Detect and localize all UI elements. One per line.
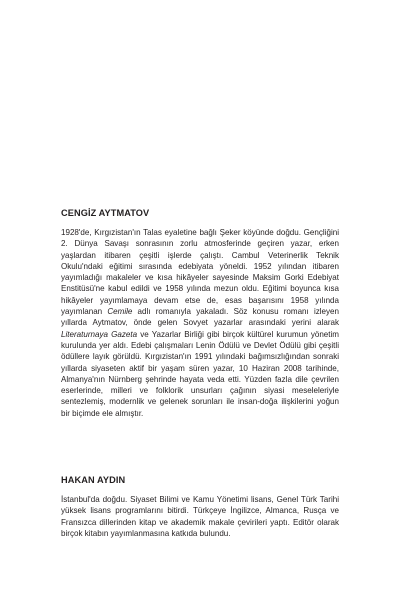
- author-biography: [61, 227, 339, 419]
- book-title-cemile: Cemile: [107, 307, 133, 317]
- bio-text: ve Yazarlar Birliği gibi birçok kültürel kurumun yönetim kurulunda yer aldı. Edebi çalışmaları Lenin Ödülü ve Devlet Ödülü gibi çeşitli ödüllere layık görüldü. Kırgızistan'ın 1991 yılındaki bağımsızlığından sonraki yıllarda siyaseten aktif bir yaşam süren yazar, 10 Haziran 2008 tarihinde, Almanya'nın Nürnberg şehrinde hayata veda etti. Yüzden fazla dile çevrilen eserlerinde, milleri ve folklorik unsurları çağının siyasi meseleleriyle sentezlemiş, modernlik ve gelenek sorunları ile insan-doğa ilişkilerini yoğun bir biçimde ele almıştır.: [61, 329, 339, 418]
- bio-text: 1928'de, Kırgızistan'ın Talas eyaletine bağlı Şeker köyünde doğdu. Gençliğini 2. Dünya Savaşı sonrasının zorlu atmosferinde geçiren yazar, erken yaşlardan itibaren çeşitli işlerde çalıştı. Cambul Veterinerlik Teknik Okulu'ndaki eğitimi sırasında edebiyata yöneldi. 1952 yılından itibaren yayımladığı makaleler ve kısa hikâyeler sayesinde Maksim Gorki Edebiyat Enstitüsü'ne kabul edildi ve 1958 yılında mezun oldu. Eğitimi boyunca kısa hikâyeler yayımlamaya devam etse de, esas başarısını 1958 yılında yayımlanan: [61, 228, 339, 317]
- author-bio-aytmatov: [61, 207, 339, 419]
- bio-text: adlı romanıyla yakaladı. Söz konusu romanı izleyen yıllarda Aytmatov, önde gelen Sovyet yazarlar arasındaki yerini alarak: [61, 307, 339, 328]
- translator-name-heading: HAKAN AYDIN: [61, 475, 126, 485]
- author-name-heading: CENGİZ AYTMATOV: [61, 208, 150, 218]
- translator-bio-aydin: [61, 474, 339, 539]
- translator-biography: [61, 494, 339, 539]
- bio-text: İstanbul'da doğdu. Siyaset Bilimi ve Kamu Yönetimi lisans, Genel Türk Tarihi yüksek lisans programlarını bitirdi. Türkçeye İngilizce, Almanca, Rusça ve Fransızca dillerinden kitap ve akademik makale çevirileri yaptı. Editör olarak birçok kitabın yayımlanmasına katkıda bulundu.: [61, 495, 339, 538]
- publication-title-literaturnaya-gazeta: Literaturnaya Gazeta: [61, 329, 138, 339]
